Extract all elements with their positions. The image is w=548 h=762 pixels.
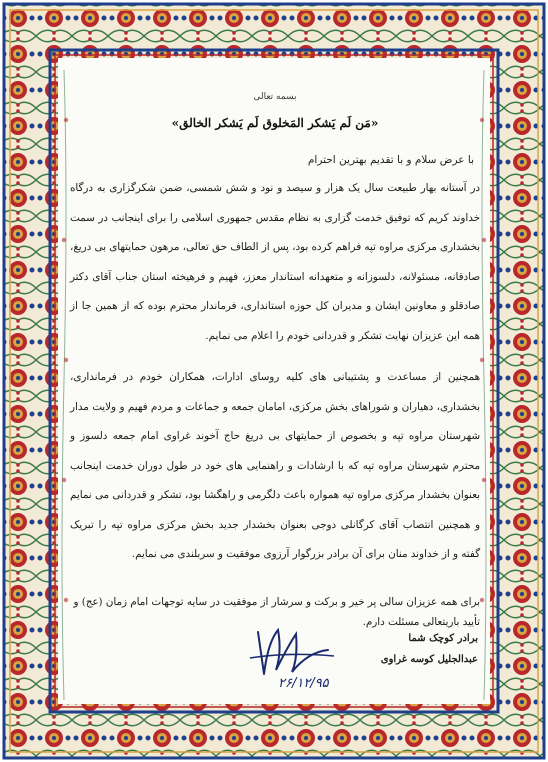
basmala: بسمه تعالی xyxy=(253,92,297,102)
letter-body xyxy=(70,92,480,632)
signature-line-1: برادر کوچک شما xyxy=(408,633,478,644)
signature-line-2: عبدالجلیل کوسه غراوی xyxy=(380,654,478,665)
handwritten-signature xyxy=(238,622,358,682)
signature-date: ۲۶/۱۲/۹۵ xyxy=(278,676,329,691)
closing-line: برای همه عزیزان سالی پر خیر و برکت و سرشار از موفقیت در سایه توجهات امام زمان (عج) و تأیید باریتعالی مسئلت دارم. xyxy=(73,595,480,628)
paragraph-1: در آستانه بهار طبیعت سال یک هزار و سیصد و نود و شش شمسی، ضمن شکرگزاری به درگاه خداوند کریم که توفیق خدمت گزاری به نظام مقدس جمهوری اسلامی را برای اینجانب در سمت بخشداری مرکزی مراوه تپه فراهم کرده بود، پس از الطاف حق تعالی، مرهون حمایتهای بی دریغ، صادقانه، مسئولانه، دلسوزانه و متعهدانه استاندار معزز، فهیم و فرهیخته استان جناب آقای دکتر صادقلو و معاونین ایشان و مدیران کل حوزه استانداری، فرماندار محترم بوده که از همین جا از همه این عزیزان نهایت تشکر و قدردانی خودم را اعلام می نمایم. xyxy=(70,182,480,342)
greeting: با عرض سلام و با تقدیم بهترین احترام xyxy=(307,154,474,166)
letter-title: «مَن لَم يَشكر المَخلوق لَم يَشكر الخالق» xyxy=(171,116,379,130)
signature-block xyxy=(278,628,478,691)
paragraph-2: همچنین از مساعدت و پشتیبانی های کلیه روسای ادارات، همکاران خودم در فرمانداری، بخشداری، دهیاران و شوراهای بخش مرکزی، امامان جمعه و جماعات و مردم فهیم و ولایت مدار شهرستان مراوه تپه و بخصوص از حمایتهای بی دریغ حاج آخوند غراوی امام جمعه دلسوز و محترم شهرستان مراوه تپه که با ارشادات و راهنمایی های خود در طول دوران خدمت اینجانب بعنوان بخشدار مرکزی مراوه تپه همواره باعث دلگرمی و راهگشا بود، تشکر و قدردانی می نمایم و همچنین انتصاب آقای کرگانلی دوجی بعنوان بخشدار جدید بخش مرکزی مراوه تپه را تبریک گفته و از خداوند منان برای آن برادر بزرگوار آرزوی موفقیت و سربلندی می نمایم. xyxy=(70,371,480,560)
